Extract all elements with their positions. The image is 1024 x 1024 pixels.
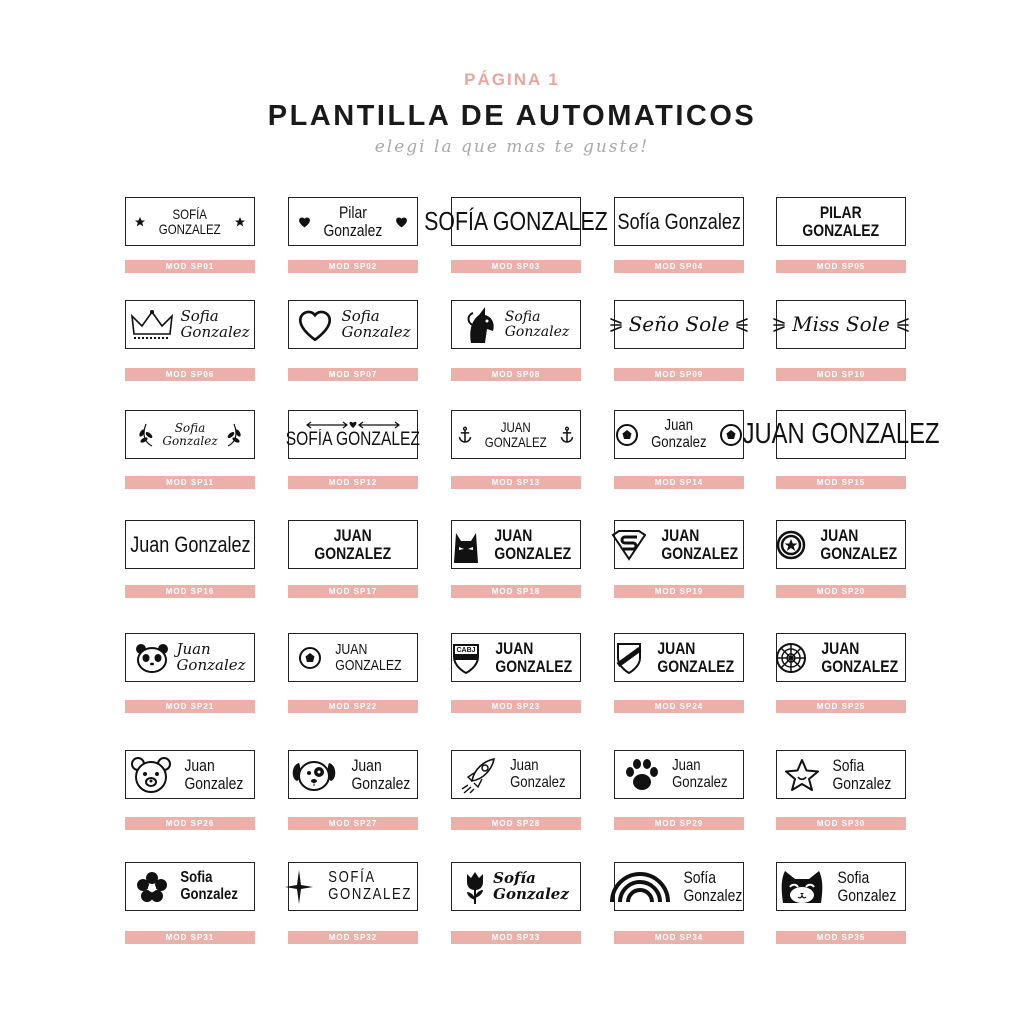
label-name-text [324,204,383,240]
star-icon [134,216,146,228]
name-line-2: Gonzalez [176,655,246,674]
model-code-bar: MOD SP06 [125,368,255,381]
label-name-text [180,306,250,341]
label-name-text [822,640,899,676]
label-name-text [651,418,706,452]
name-line-1: JUAN [821,638,860,658]
name-line-2: Gonzalez [683,885,743,905]
name-line-2: Gonzalez [351,773,411,793]
name-line-1: SOFÍA GONZALEZ [424,205,608,236]
label-name-text [176,639,246,674]
label-name-text [684,869,743,905]
label-name-text [803,204,880,240]
name-label-preview [614,862,744,911]
model-code-bar: MOD SP23 [451,700,581,713]
name-label-preview [451,300,581,349]
model-code-bar: MOD SP34 [614,931,744,944]
captain-shield-icon [776,530,806,560]
label-name-text [159,207,221,236]
label-name-text [130,533,250,556]
model-code-bar: MOD SP31 [125,931,255,944]
name-label-preview [614,633,744,682]
name-label-preview [288,633,418,682]
model-code-bar: MOD SP15 [776,476,906,489]
name-line-2: Gonzalez [180,885,238,903]
model-code-bar: MOD SP27 [288,817,418,830]
svg-text:CABJ: CABJ [456,646,476,654]
model-code-bar: MOD SP17 [288,585,418,598]
name-line-1: Juan [672,756,701,774]
label-name-text [286,430,420,450]
name-label-preview [776,633,906,682]
name-label-preview [614,300,744,349]
name-line-2: Gonzalez [323,220,383,240]
name-line-1: JUAN [494,525,533,545]
label-name-text [505,310,570,339]
name-line-1: Juan [351,755,382,775]
name-line-2: GONZALEZ [314,543,392,563]
name-label-preview [424,197,608,246]
sparkle-lines-icon [609,315,623,335]
name-line-1: Juan [176,639,211,658]
name-line-1: JUAN [501,418,531,435]
name-line-2: GONZALEZ [820,543,898,563]
name-label-preview [742,410,940,459]
label-name-text [485,420,547,449]
label-name-text [162,422,217,447]
north-star-icon [285,870,313,904]
star-icon [234,216,246,228]
model-code-bar: MOD SP29 [614,817,744,830]
name-label-preview [288,197,418,246]
name-line-2: GONZALEZ [334,656,402,674]
paw-icon [624,757,660,793]
label-name-text [180,870,238,904]
name-label-preview [776,862,906,911]
name-line-1: Juan [184,755,215,775]
model-code-bar: MOD SP20 [776,585,906,598]
laurel-icon [224,422,242,448]
name-line-2: Gonzalez [672,773,728,791]
model-code-bar: MOD SP33 [451,931,581,944]
name-line-2: GONZALEZ [485,433,547,450]
name-line-1: JUAN [334,640,367,658]
name-line-1: Pilar [339,202,367,222]
name-label-preview [614,197,744,246]
label-name-text [495,527,572,563]
name-line-1: JUAN [661,525,700,545]
model-code-bar: MOD SP21 [125,700,255,713]
superman-shield-icon [611,531,647,559]
name-label-preview [451,862,581,911]
soccer-ball-icon [719,423,743,447]
sparkle-lines-icon [896,315,910,335]
name-label-preview [451,520,581,569]
model-code-bar: MOD SP30 [776,817,906,830]
name-line-1: Sofia [837,867,870,887]
name-label-preview [451,750,581,799]
name-line-1: Juan [664,416,694,434]
heart-icon [395,216,408,228]
name-label-preview [776,750,906,799]
name-line-1: Seño Sole [628,312,730,336]
model-code-bar: MOD SP02 [288,260,418,273]
label-name-text [792,314,890,335]
label-name-text [335,642,401,674]
name-line-1: Sofia [832,755,865,775]
name-line-1: PILAR [820,202,862,222]
name-line-2: Gonzalez [832,773,892,793]
name-label-preview [125,750,255,799]
model-code-bar: MOD SP10 [776,368,906,381]
label-name-text [662,527,739,563]
name-line-1: Sofía [683,867,717,887]
label-name-text [658,640,735,676]
name-line-2: Gonzalez [493,884,569,903]
name-label-preview [288,300,418,349]
name-line-1: Sofía [493,868,536,887]
name-line-1: SOFÍA GONZALEZ [285,428,421,450]
label-name-text [424,205,608,236]
name-line-1: JUAN [495,638,534,658]
name-line-1: Sofia [180,868,213,886]
rocket-icon [460,757,498,793]
label-name-text [315,527,392,563]
label-name-text [672,758,727,792]
name-line-2: Gonzalez [184,773,244,793]
label-name-text [838,869,897,905]
flower-icon [136,871,168,903]
name-line-2: Gonzalez [341,322,411,341]
name-line-1: Sofia [341,306,380,325]
label-name-text [496,640,573,676]
name-line-2: GONZALEZ [661,543,739,563]
model-code-bar: MOD SP25 [776,700,906,713]
name-label-preview [614,750,744,799]
name-line-1: Sofía Gonzalez [617,208,741,234]
rainbow-icon [609,870,671,904]
name-line-1: SOFÍA [172,205,208,222]
name-label-preview [125,633,255,682]
label-name-text [833,757,892,793]
name-label-preview [125,300,255,349]
name-line-1: Sofia [180,306,219,325]
label-name-text [328,870,412,904]
name-label-preview [776,300,906,349]
name-label-preview [288,750,418,799]
model-code-bar: MOD SP13 [451,476,581,489]
name-line-1: Juan [510,756,539,774]
model-code-bar: MOD SP03 [451,260,581,273]
model-code-bar: MOD SP12 [288,476,418,489]
name-line-2: GONZALEZ [821,656,899,676]
heart-outline-icon [295,307,335,343]
page-label: PÁGINA 1 [464,70,560,89]
model-code-bar: MOD SP04 [614,260,744,273]
model-code-bar: MOD SP26 [125,817,255,830]
panda-icon [134,642,170,674]
model-code-bar: MOD SP16 [125,585,255,598]
name-line-2: GONZALEZ [328,885,412,903]
label-name-text [821,527,898,563]
boca-crest-icon [451,641,481,675]
label-name-text [352,757,411,793]
name-label-preview [451,633,581,682]
model-code-bar: MOD SP22 [288,700,418,713]
name-line-1: Juan Gonzalez [129,531,251,557]
tulip-icon [463,870,487,904]
name-label-preview [776,520,906,569]
model-code-bar: MOD SP24 [614,700,744,713]
name-line-1: JUAN [334,525,372,545]
name-line-2: Gonzalez [837,885,897,905]
batman-mask-icon [452,527,480,563]
name-label-preview [288,520,418,569]
name-line-1: Miss Sole [792,312,890,336]
name-line-1: JUAN [820,525,859,545]
label-name-text [743,419,940,449]
soccer-ball-icon [298,646,322,670]
model-code-bar: MOD SP11 [125,476,255,489]
model-code-bar: MOD SP05 [776,260,906,273]
model-code-bar: MOD SP08 [451,368,581,381]
model-code-bar: MOD SP14 [614,476,744,489]
model-code-bar: MOD SP19 [614,585,744,598]
sparkle-lines-icon [735,315,749,335]
name-label-preview [614,410,744,459]
name-line-2: GONZALEZ [495,656,573,676]
name-line-2: GONZALEZ [657,656,735,676]
page-title: PLANTILLA DE AUTOMATICOS [267,100,757,132]
label-name-text [493,868,569,903]
name-line-2: Gonzalez [510,773,566,791]
soccer-ball-icon [615,423,639,447]
model-code-bar: MOD SP35 [776,931,906,944]
model-code-bar: MOD SP32 [288,931,418,944]
crown-icon [130,308,174,342]
model-code-bar: MOD SP09 [614,368,744,381]
name-label-preview [125,410,255,459]
name-label-preview [285,410,421,459]
name-line-2: GONZALEZ [159,220,221,237]
label-name-text [629,314,730,335]
name-line-2: Gonzalez [180,322,250,341]
anchor-icon [560,426,574,444]
name-label-preview [125,862,255,911]
name-line-2: Gonzalez [651,433,707,451]
heart-icon [298,216,311,228]
sparkle-lines-icon [772,315,786,335]
cat-icon [779,869,825,905]
name-label-preview [451,410,581,459]
label-name-text [185,757,244,793]
name-line-2: GONZALEZ [802,220,880,240]
name-label-preview [125,197,255,246]
name-line-1: Sofia [174,420,206,435]
name-label-preview [776,197,906,246]
label-name-text [341,306,411,341]
star-outline-icon [784,758,820,792]
name-line-1: JUAN GONZALEZ [742,418,940,451]
unicorn-icon [463,305,499,345]
river-crest-icon [615,641,643,675]
name-line-2: GONZALEZ [494,543,572,563]
spiderweb-icon [775,642,807,674]
name-line-2: Gonzalez [504,323,570,340]
page-subtitle: elegi la que mas te guste! [374,137,650,157]
name-label-preview [125,520,255,569]
model-code-bar: MOD SP18 [451,585,581,598]
model-code-bar: MOD SP28 [451,817,581,830]
name-label-preview [288,862,418,911]
laurel-icon [138,422,156,448]
model-code-bar: MOD SP01 [125,260,255,273]
name-line-1: JUAN [657,638,696,658]
dog-icon [289,757,339,793]
model-code-bar: MOD SP07 [288,368,418,381]
name-line-1: Sofia [504,308,541,325]
label-name-text [617,210,740,233]
name-label-preview [614,520,744,569]
anchor-icon [458,426,472,444]
name-line-1: SOFÍA [328,868,376,886]
label-name-text [510,758,565,792]
bear-icon [130,756,172,794]
name-line-2: Gonzalez [162,433,218,448]
